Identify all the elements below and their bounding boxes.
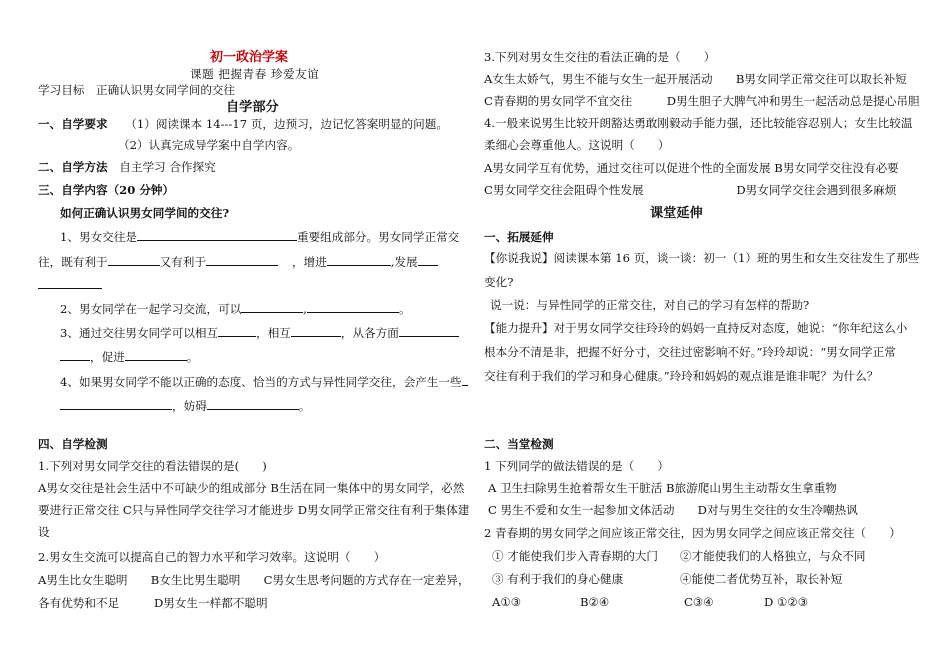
q4-options-1: A男女同学互有优势，通过交往可以促进个性的全面发展 B男女同学交往没有必要 bbox=[484, 161, 899, 175]
t2-option-4: ④能使二者优势互补，取长补短 bbox=[680, 572, 843, 586]
item1-text-a: 1、男女交往是 bbox=[60, 230, 137, 244]
fill-item-3-line-1 bbox=[60, 325, 459, 341]
item1-text-f: ,发展 bbox=[390, 255, 418, 269]
blank[interactable] bbox=[399, 325, 459, 337]
item3-text-b: ，相互 bbox=[256, 326, 291, 340]
content-label: 三、自学内容（20 分钟） bbox=[38, 183, 175, 197]
method-row bbox=[38, 160, 216, 175]
item1-text-c: 往，既有利于 bbox=[38, 255, 108, 269]
q1-options-3: 设 bbox=[38, 525, 50, 539]
blank[interactable] bbox=[327, 254, 391, 266]
req-label: 一、自学要求 bbox=[38, 117, 108, 131]
ext-label: 一、拓展延伸 bbox=[484, 230, 554, 244]
t2-answer-a: A①③ bbox=[492, 595, 522, 609]
item2-text-b: , bbox=[303, 302, 307, 316]
item4-text-b: ，妨碍 bbox=[172, 399, 207, 413]
ext-ability-1: 【能力提升】对于男女同学交往玲玲的妈妈一直持反对态度，她说：“你年纪这么小 bbox=[484, 321, 908, 335]
t1-options-1: A 卫生扫除男生抢着帮女生干脏活 B旅游爬山男生主动帮女生拿重物 bbox=[488, 481, 837, 495]
blank[interactable] bbox=[241, 301, 303, 313]
req-1: （1）阅读课本 14---17 页，边预习，边记忆答案明显的问题。 bbox=[125, 117, 448, 131]
q3-options-1: A女生太娇气，男生不能与女生一起开展活动 B男女同学正常交往可以取长补短 bbox=[484, 72, 907, 86]
blank[interactable] bbox=[207, 398, 299, 410]
content-question: 如何正确认识男女同学间的交往? bbox=[60, 206, 230, 220]
learning-goal: 学习目标 正确认识男女同学间的交往 bbox=[38, 83, 236, 97]
section-self-study: 自学部分 bbox=[226, 100, 279, 115]
q3-options-2: C青春期的男女同学不宜交往 D男生胆子大脾气冲和男生一起活动总是提心吊胆 bbox=[484, 94, 920, 108]
blank[interactable] bbox=[291, 325, 341, 337]
check-label: 四、自学检测 bbox=[38, 437, 108, 451]
test-label: 二、当堂检测 bbox=[484, 437, 554, 451]
blank[interactable] bbox=[206, 254, 278, 266]
fill-item-1-line-1 bbox=[60, 229, 459, 245]
ext-say-2: 变化? bbox=[484, 275, 514, 289]
blank[interactable] bbox=[218, 325, 256, 337]
fill-item-1-line-3 bbox=[38, 277, 102, 293]
item3-text-d: ，促进 bbox=[90, 350, 125, 364]
ext-say-3: 说一说：与异性同学的正常交往，对自己的学习有怎样的帮助? bbox=[490, 298, 810, 312]
blank[interactable] bbox=[307, 301, 399, 313]
fill-item-2 bbox=[60, 301, 411, 317]
q2-options-1: A男生比女生聪明 B女生比男生聪明 C男女生思考问题的方式存在一定差异， bbox=[38, 573, 470, 587]
method-label: 二、自学方法 bbox=[38, 160, 108, 174]
ext-ability-3: 交往有利于我们的学习和身心健康。”玲玲和妈妈的观点谁是谁非呢？为什么？ bbox=[484, 369, 879, 383]
fill-item-3-line-2 bbox=[60, 349, 198, 365]
fill-item-4-line-1 bbox=[60, 374, 468, 390]
q4-options-2: C男女同学交往会阻碍个性发展 D男女同学交往会遇到很多麻烦 bbox=[484, 183, 897, 197]
item3-text-c: ，从各方面 bbox=[340, 326, 399, 340]
item1-text-b: 重要组成部分。男女同学正常交 bbox=[296, 230, 460, 244]
blank[interactable] bbox=[462, 374, 468, 386]
item1-text-d: 又有利于 bbox=[159, 255, 206, 269]
blank[interactable] bbox=[60, 398, 172, 410]
lesson-subtitle: 课题 把握青春 珍爱友谊 bbox=[190, 67, 320, 81]
req-2: （2）认真完成导学案中自学内容。 bbox=[118, 138, 300, 152]
page-title: 初一政治学案 bbox=[210, 50, 289, 65]
t2-answer-c: C③④ bbox=[684, 595, 714, 609]
fill-item-1-line-2 bbox=[38, 254, 438, 270]
q1-stem: 1.下列对男女同学交往的看法错误的是( ) bbox=[38, 459, 267, 473]
item3-text-a: 3、通过交往男女同学可以相互 bbox=[60, 326, 219, 340]
t2-stem: 2 青春期的男女同学之间应该正常交往，因为男女同学之间应该正常交往（ ） bbox=[484, 526, 901, 540]
q2-stem: 2.男女生交流可以提高自己的智力水平和学习效率。这说明（ ） bbox=[38, 550, 386, 564]
item4-text-c: 。 bbox=[298, 399, 311, 413]
item4-text-a: 4、如果男女同学不能以正确的态度、恰当的方式与异性同学交往，会产生一些 bbox=[60, 375, 462, 389]
blank[interactable] bbox=[60, 349, 90, 361]
blank[interactable] bbox=[108, 254, 160, 266]
fill-item-4-line-2 bbox=[60, 398, 310, 414]
blank[interactable] bbox=[38, 277, 102, 289]
item1-text-e: ，增进 bbox=[291, 255, 327, 269]
t2-option-2: ②才能使我们的人格独立，与众不同 bbox=[680, 549, 866, 563]
t2-option-1: ① 才能使我们步入青春期的大门 bbox=[492, 549, 658, 563]
q2-options-2: 各有优势和不足 D男女生一样都不聪明 bbox=[38, 596, 268, 610]
q3-stem: 3.下列对男女生交往的看法正确的是（ ） bbox=[484, 50, 716, 64]
ext-ability-2: 根本分不清是非，把握不好分寸，交往过密影响不好。”玲玲却说：“男女同学正常 bbox=[484, 345, 896, 359]
t2-answer-d: D ①②③ bbox=[764, 595, 809, 609]
q4-stem-2: 柔细心会尊重他人。这说明（ ） bbox=[484, 138, 670, 152]
t2-answer-b: B②④ bbox=[580, 595, 610, 609]
t1-options-2: C 男生不爱和女生一起参加文体活动 D对与男生交往的女生冷嘲热讽 bbox=[488, 503, 858, 517]
q4-stem-1: 4.一般来说男生比较开朗豁达勇敢刚毅动手能力强，还比较能容忍别人；女生比较温 bbox=[484, 116, 913, 130]
q1-options-2: 要进行正常交往 C只与异性同学交往学习才能进步 D男女同学正常交往有利于集体建 bbox=[38, 503, 470, 517]
blank[interactable] bbox=[137, 229, 297, 241]
t2-option-3: ③ 有利于我们的身心健康 bbox=[492, 572, 624, 586]
item2-text-c: 。 bbox=[398, 302, 411, 316]
req-row-1 bbox=[38, 117, 448, 132]
section-class-extension: 课堂延伸 bbox=[650, 206, 703, 221]
method-text: 自主学习 合作探究 bbox=[119, 160, 216, 174]
blank[interactable] bbox=[125, 349, 187, 361]
item3-text-e: 。 bbox=[186, 350, 199, 364]
q1-options-1: A男女交往是社会生活中不可缺少的组成部分 B生活在同一集体中的男女同学，必然 bbox=[38, 481, 465, 495]
ext-say-1: 【你说我说】阅读课本第 16 页，谈一谈：初一（1）班的男生和女生交往发生了那些 bbox=[484, 251, 920, 265]
item2-text-a: 2、男女同学在一起学习交流，可以 bbox=[60, 302, 242, 316]
blank[interactable] bbox=[418, 254, 438, 266]
t1-stem: 1 下列同学的做法错误的是（ ） bbox=[484, 459, 669, 473]
